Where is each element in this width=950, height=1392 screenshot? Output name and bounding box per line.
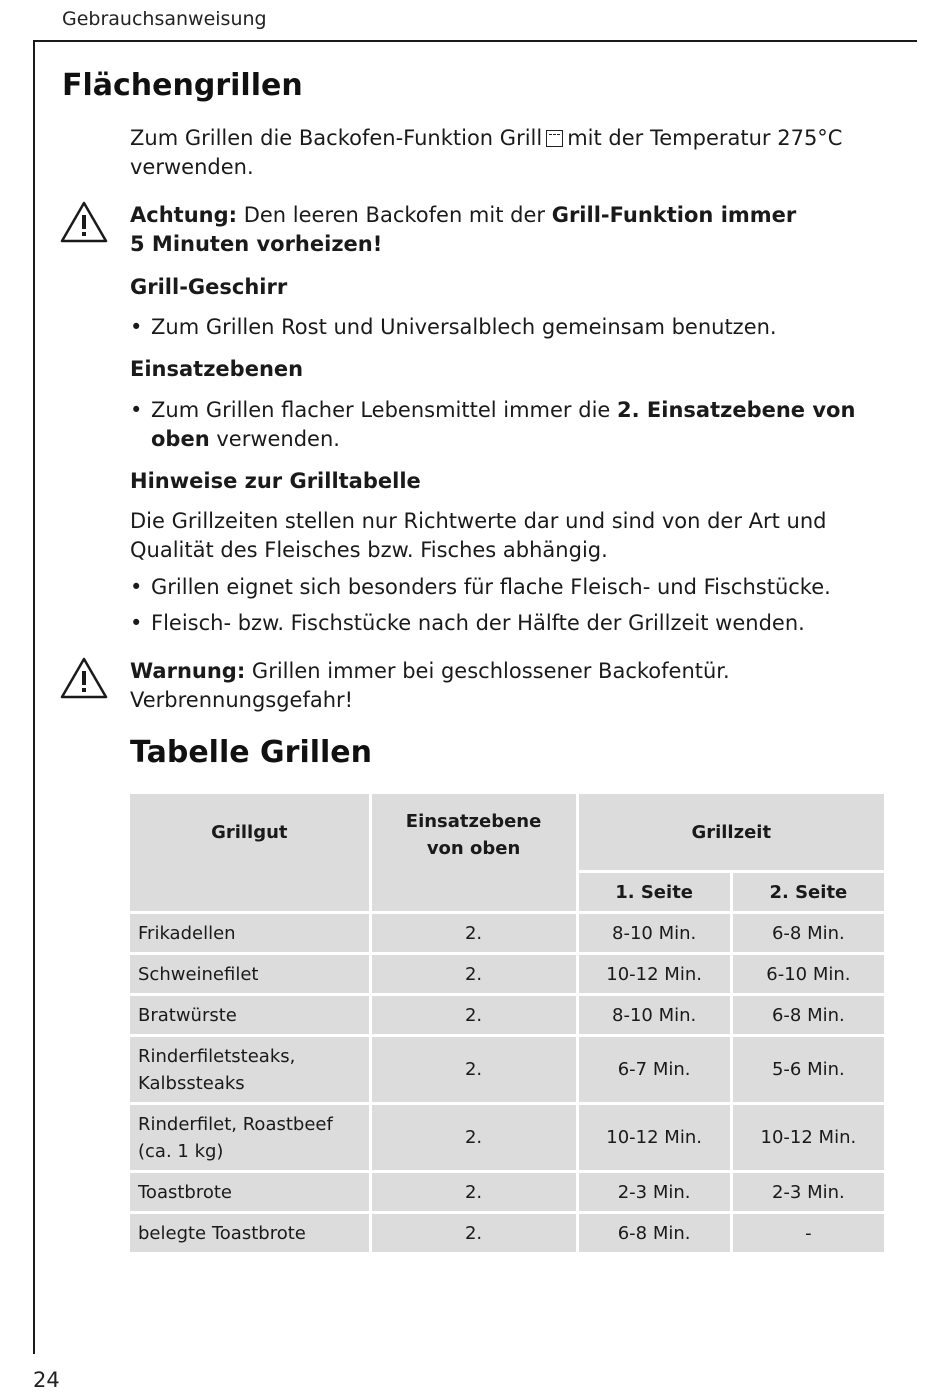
cell-level: 2. (372, 955, 576, 993)
bullet-levels-text-1: Zum Grillen flacher Lebensmittel immer die (151, 398, 611, 422)
caution-text: Den leeren Backofen mit der (243, 203, 546, 227)
cell-food: Frikadellen (130, 914, 369, 952)
header-level (372, 794, 576, 911)
cell-level: 2. (372, 996, 576, 1034)
cell-level: 2. (372, 1173, 576, 1211)
caution-bold-1: Grill-Funktion immer (551, 203, 797, 227)
bullet-notes-1 (130, 573, 911, 602)
notes-text-2: Qualität des Fleisches bzw. Fisches abhängig. (130, 538, 608, 562)
cell-food-line2: Kalbssteaks (138, 1072, 245, 1094)
grill-table (127, 791, 887, 1255)
cell-side1: 6-8 Min. (579, 1214, 730, 1252)
cell-food-line1: Rinderfiletsteaks, (138, 1045, 296, 1067)
table-row (130, 996, 884, 1034)
cell-side2: - (733, 1214, 884, 1252)
cell-side1: 10-12 Min. (579, 1105, 730, 1170)
notes-paragraph (130, 507, 890, 565)
subhead-hinweise: Hinweise zur Grilltabelle (130, 469, 421, 493)
table-row (130, 955, 884, 993)
bullet-notes-2-text: Fleisch- bzw. Fischstücke nach der Hälfte der Grillzeit wenden. (151, 611, 805, 635)
cell-food-line2: (ca. 1 kg) (138, 1140, 224, 1162)
grill-function-icon (546, 130, 563, 147)
bullet-dot: • (130, 315, 143, 339)
subhead-grill-geschirr: Grill-Geschirr (130, 275, 288, 299)
cell-side1: 2-3 Min. (579, 1173, 730, 1211)
cell-food (130, 1105, 369, 1170)
table-row (130, 1214, 884, 1252)
running-header: Gebrauchsanweisung (62, 8, 267, 30)
bullet-cookware (130, 313, 911, 342)
warning-text-2: Verbrennungsgefahr! (130, 688, 354, 712)
table-row (130, 1173, 884, 1211)
intro-text-2: mit der Temperatur 275°C (567, 126, 843, 150)
caution-paragraph (130, 201, 890, 259)
margin-rule (33, 40, 35, 1354)
subhead-einsatzebenen: Einsatzebenen (130, 357, 304, 381)
header-rule (33, 40, 917, 42)
header-time: Grillzeit (579, 794, 885, 870)
bullet-notes-1-text: Grillen eignet sich besonders für flache Fleisch- und Fischstücke. (151, 575, 831, 599)
page-number: 24 (33, 1368, 60, 1392)
cell-side2: 5-6 Min. (733, 1037, 884, 1102)
cell-side2: 2-3 Min. (733, 1173, 884, 1211)
cell-side1: 6-7 Min. (579, 1037, 730, 1102)
cell-food: Schweinefilet (130, 955, 369, 993)
cell-level: 2. (372, 1105, 576, 1170)
warning-paragraph (130, 657, 890, 715)
caution-label: Achtung: (130, 203, 238, 227)
cell-side1: 8-10 Min. (579, 914, 730, 952)
warning-triangle-icon (60, 656, 108, 700)
header-level-line1: Einsatzebene (405, 811, 542, 832)
intro-paragraph (130, 124, 890, 182)
cell-level: 2. (372, 1037, 576, 1102)
bullet-levels-bold-1: 2. Einsatzebene von (617, 398, 856, 422)
caution-bold-2: 5 Minuten vorheizen! (130, 232, 383, 256)
cell-side1: 10-12 Min. (579, 955, 730, 993)
cell-side2: 10-12 Min. (733, 1105, 884, 1170)
section-title-flaechengrillen: Flächengrillen (62, 68, 303, 103)
cell-food-line1: Rinderfilet, Roastbeef (138, 1113, 333, 1135)
cell-food (130, 1037, 369, 1102)
cell-side1: 8-10 Min. (579, 996, 730, 1034)
table-row (130, 1105, 884, 1170)
header-side2: 2. Seite (733, 873, 884, 911)
cell-side2: 6-8 Min. (733, 914, 884, 952)
warning-triangle-icon (60, 200, 108, 244)
cell-level: 2. (372, 914, 576, 952)
header-food: Grillgut (130, 794, 369, 911)
header-side1: 1. Seite (579, 873, 730, 911)
intro-text-1: Zum Grillen die Backofen-Funktion Grill (130, 126, 543, 150)
bullet-cookware-text: Zum Grillen Rost und Universalblech gemeinsam benutzen. (151, 315, 777, 339)
section-title-tabelle: Tabelle Grillen (130, 735, 372, 770)
warning-text: Grillen immer bei geschlossener Backofentür. (251, 659, 730, 683)
bullet-levels (130, 396, 911, 454)
bullet-dot: • (130, 575, 143, 599)
cell-side2: 6-8 Min. (733, 996, 884, 1034)
bullet-levels-bold-2: oben (151, 427, 210, 451)
table-row (130, 1037, 884, 1102)
warning-label: Warnung: (130, 659, 246, 683)
header-level-line2: von oben (426, 838, 521, 859)
bullet-dot: • (130, 398, 143, 422)
notes-text-1: Die Grillzeiten stellen nur Richtwerte dar und sind von der Art und (130, 509, 827, 533)
cell-food: Toastbrote (130, 1173, 369, 1211)
cell-food: belegte Toastbrote (130, 1214, 369, 1252)
bullet-dot: • (130, 611, 143, 635)
cell-side2: 6-10 Min. (733, 955, 884, 993)
table-row (130, 914, 884, 952)
bullet-notes-2 (130, 609, 911, 638)
cell-level: 2. (372, 1214, 576, 1252)
bullet-levels-text-2: verwenden. (216, 427, 340, 451)
intro-text-3: verwenden. (130, 155, 254, 179)
cell-food: Bratwürste (130, 996, 369, 1034)
